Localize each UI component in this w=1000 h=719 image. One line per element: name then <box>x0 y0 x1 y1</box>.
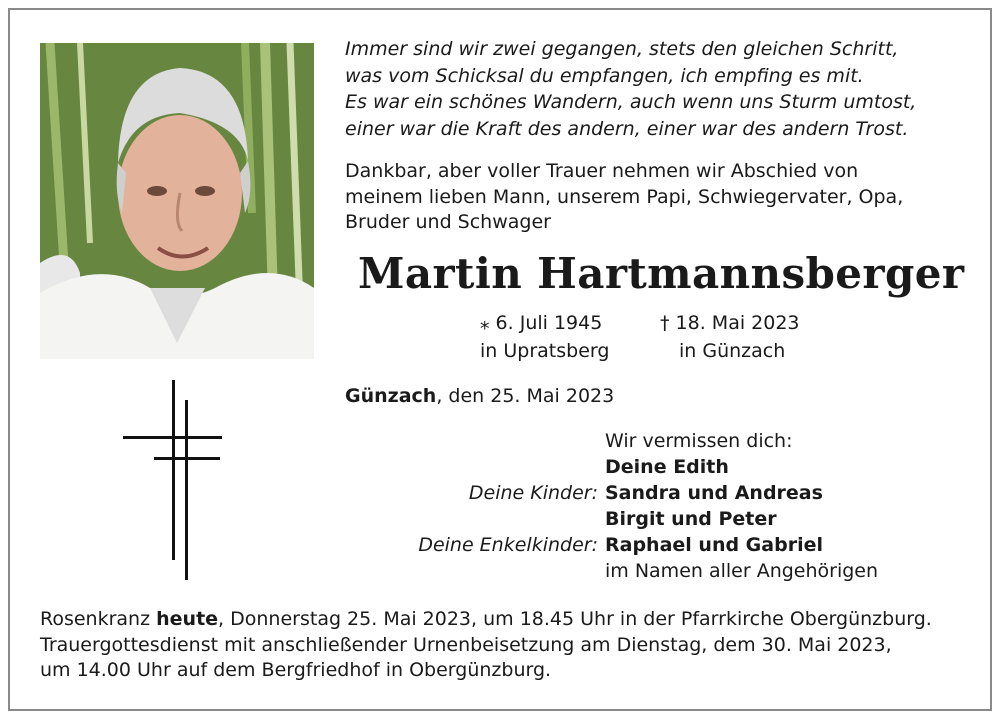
intro-text <box>345 159 985 236</box>
footer-line-1-bold: heute <box>156 608 219 630</box>
poem-line: was vom Schicksal du empfangen, ich empfing es mit. <box>345 64 864 87</box>
footer-line-1-post: , Donnerstag 25. Mai 2023, um 18.45 Uhr in der Pfarrkirche Obergünzburg. <box>218 608 932 630</box>
footer-line-2: Trauergottesdienst mit anschließender Urnenbeisetzung am Dienstag, dem 30. Mai 2023, <box>40 633 892 656</box>
mourner-spouse: Deine Edith <box>605 456 729 478</box>
deceased-name: Martin Hartmannsberger <box>358 249 965 298</box>
portrait-image <box>40 43 314 359</box>
cross-icon <box>118 378 228 583</box>
poem-line: Es war ein schönes Wandern, auch wenn uns Sturm umtost, <box>345 91 917 113</box>
birth-block <box>480 309 609 365</box>
grandchildren-label: Deine Enkelkinder: <box>418 534 598 556</box>
intro-line: Bruder und Schwager <box>345 211 551 233</box>
footer-line-3: um 14.00 Uhr auf dem Bergfriedhof in Obergünzburg. <box>40 659 552 681</box>
footer-line-1-pre: Rosenkranz <box>40 608 157 630</box>
place-name: Günzach <box>345 385 437 407</box>
mourners-closing: im Namen aller Angehörigen <box>605 560 879 582</box>
date-text: , den 25. Mai 2023 <box>436 385 615 407</box>
birth-date: 6. Juli 1945 <box>495 312 603 334</box>
children-label: Deine Kinder: <box>468 482 598 504</box>
intro-line: Dankbar, aber voller Trauer nehmen wir Abschied von <box>345 160 859 182</box>
mourner-children-1: Sandra und Andreas <box>605 482 823 504</box>
poem <box>345 36 985 142</box>
intro-line: meinem lieben Mann, unserem Papi, Schwiegervater, Opa, <box>345 185 904 208</box>
death-place: in Günzach <box>679 340 786 362</box>
death-block <box>660 309 800 365</box>
poem-line: einer war die Kraft des andern, einer war des andern Trost. <box>345 117 909 140</box>
mourner-grandchildren: Raphael und Gabriel <box>605 534 823 556</box>
portrait-photo <box>40 43 314 359</box>
service-info <box>40 607 990 684</box>
death-dagger-icon: † <box>660 312 670 334</box>
birth-star-icon: ⁎ <box>480 312 490 334</box>
death-date: 18. Mai 2023 <box>675 312 800 334</box>
mourners-intro: Wir vermissen dich: <box>605 430 793 452</box>
poem-line: Immer sind wir zwei gegangen, stets den gleichen Schritt, <box>345 38 899 60</box>
birth-place: in Upratsberg <box>480 340 610 362</box>
footer-line-1 <box>40 607 990 633</box>
place-date <box>345 385 614 407</box>
mourner-children-2: Birgit und Peter <box>605 508 777 530</box>
